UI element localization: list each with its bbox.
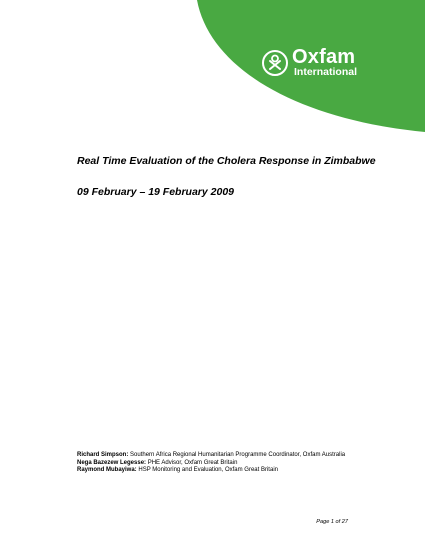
author-name: Nega Bazezew Legesse: [77, 459, 147, 466]
oxfam-logo [262, 48, 392, 82]
logo-name: Oxfam [292, 46, 356, 68]
page-number: Page 1 of 27 [316, 519, 348, 525]
oxfam-figure-icon [262, 50, 288, 76]
author-role: Southern Africa Regional Humanitarian Programme Coordinator, Oxfam Australia [130, 452, 346, 458]
author-entry [77, 460, 357, 468]
author-entry [77, 452, 357, 460]
author-role: HSP Monitoring and Evaluation, Oxfam Great Britain [138, 467, 278, 474]
report-title: Real Time Evaluation of the Cholera Response in Zimbabwe [77, 155, 376, 167]
report-dates: 09 February – 19 February 2009 [77, 186, 235, 198]
author-list [77, 452, 357, 475]
author-name: Richard Simpson: [77, 452, 129, 458]
author-entry [77, 467, 357, 475]
author-role: PHE Advisor, Oxfam Great Britain [147, 459, 238, 466]
logo-subtitle: International [294, 66, 358, 78]
author-name: Raymond Mubayiwa: [77, 467, 137, 474]
